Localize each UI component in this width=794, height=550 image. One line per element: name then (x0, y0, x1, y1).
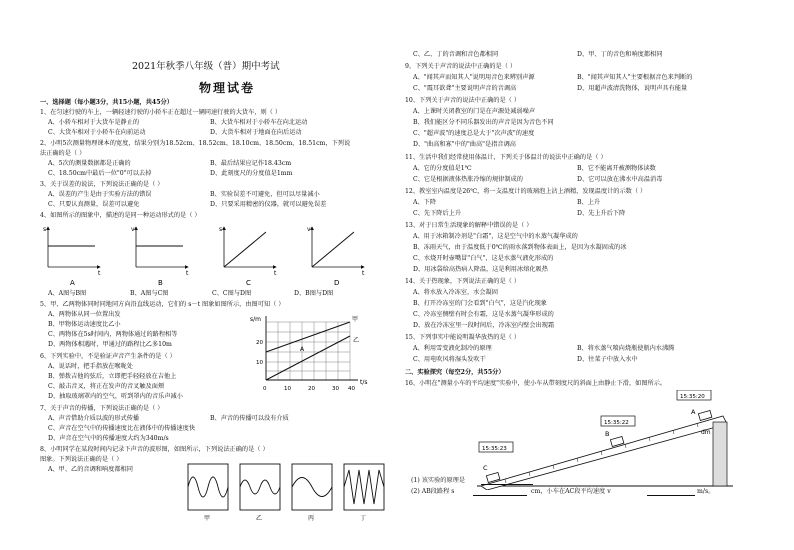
option-14a: A、将水放入冷冻室，水会凝固 (413, 289, 498, 296)
option-13b: B、冻雨天气，由于温度低于0℃的雨水落到物体表面上，是因为水凝固成的冰 (413, 244, 627, 251)
option-8c: C、乙、丁的音调和音色都相同 (413, 51, 499, 58)
st-ylabel: s/m (250, 316, 261, 323)
question-16: 16、小明在"测量小车的平均速度"实验中，使小车从带刻度尺的斜面上由静止下滑，如图所示。 (405, 380, 667, 387)
option-7b: B、声音的传播可以没有介质 (210, 415, 289, 422)
option-9d: D、用超声波清洗物体，说明声具有能量 (577, 85, 688, 92)
option-15b: B、将水蒸气喷向烧瓶使瓶内水沸腾 (577, 345, 675, 352)
svg-text:0: 0 (263, 386, 267, 392)
question-9: 9、下列关于声音的说法中正确的是（ ） (405, 63, 517, 70)
st-label-jia: 甲 (352, 316, 359, 323)
svg-text:v: v (131, 226, 135, 233)
svg-text:s: s (43, 226, 47, 233)
question-8: 8、小明同学在某段时间内记录下声音的波形图，如图所示，下列说法正确的是（ ） (40, 446, 269, 453)
option-1a: A、小轿车相对于大货车是静止的 (48, 119, 140, 126)
exam-title: 2021年秋季八年级（普）期中考试 (132, 61, 280, 72)
question-4: 4、如图所示的图象中，描述的是同一种运动形式的是（ ） (40, 212, 201, 219)
option-6d: D、抽取玻璃罩内的空气，听到罩内的音乐声减小 (48, 393, 183, 400)
option-13c: C、水烧开时壶嘴冒"白气"，这是水蒸气液化形成的 (413, 255, 554, 262)
option-4a: A、A图与B图 (48, 290, 87, 297)
option-12d: D、先上升后下降 (577, 210, 626, 217)
question-2: 2、小明5次测量物理课本的宽度，结果分别为18.52cm、18.52cm、18.10cm、18.50cm、18.51cm，下列说 (40, 140, 351, 147)
graph-a (43, 226, 101, 287)
option-3a: A、误差的产生是由于实验方法的错误 (48, 191, 152, 198)
option-13a: A、用于冰箱制冷剂是"白霜"，这是空气中的水蒸气凝华成的 (413, 233, 578, 240)
motion-graphs (40, 222, 380, 294)
st-xlabel: t/s (360, 379, 368, 386)
option-15c: C、用电吹风将湿头发吹干 (413, 356, 486, 363)
svg-text:t: t (362, 270, 365, 277)
option-6b: B、弹拨吉他的弦后，立即把手轻轻放在吉他上 (48, 373, 177, 380)
question-3: 3、关于误差的说法，下列说法正确的是（ ） (40, 181, 164, 188)
option-8a: A、甲、乙的音调和响度都相同 (48, 466, 133, 473)
svg-text:甲: 甲 (204, 515, 211, 522)
q16-part2-blank-2[interactable] (647, 495, 695, 496)
section-heading-choice: 一、选择题（每小题3分，共15小题，共45分） (40, 99, 173, 106)
q16-part2: (2) AB段路程 s (411, 488, 455, 495)
svg-text:乙: 乙 (256, 515, 263, 522)
incline-figure (477, 390, 737, 490)
question-11: 11、生活中我们经常使用体温计，下列关于体温计的说法中正确的是（ ） (405, 154, 607, 161)
svg-text:20: 20 (308, 386, 315, 392)
question-14: 14、关于热现象，下列说法正确的是（ ） (405, 278, 521, 285)
option-3b: B、实验误差不可避免，但可以尽量减小 (210, 191, 320, 198)
option-3d: D、只要采用精密的仪器，就可以避免误差 (210, 201, 327, 208)
q16-part1: (1) 该实验的原理是 (411, 477, 466, 484)
svg-text:30: 30 (332, 386, 339, 392)
option-1d: D、大货车相对于地面在向后运动 (210, 129, 302, 136)
q16-part2-blank[interactable] (473, 495, 527, 496)
graph-c (219, 226, 277, 287)
svg-text:15:35:20: 15:35:20 (680, 394, 705, 400)
car-at-a (698, 410, 711, 420)
question-13: 13、对于日常生活现象的解释中错误的是（ ） (405, 222, 533, 229)
option-11d: D、它可以放在沸水中高温消毒 (577, 176, 663, 183)
svg-text:v: v (307, 226, 311, 233)
svg-text:15:35:23: 15:35:23 (482, 446, 507, 452)
q16-part1-blank[interactable] (481, 484, 533, 485)
option-2c: C、18.50cm中最后一位"0"可以去掉 (48, 170, 152, 177)
option-8d: D、甲、丁的音色和响度都相同 (577, 51, 663, 58)
question-6: 6、下列实验中，不是验证声音产生条件的是（ ） (40, 353, 176, 360)
graph-d (307, 226, 365, 287)
option-10b: B、我们能区分不同乐器发出的声音是因为音色不同 (413, 119, 554, 126)
svg-text:s: s (219, 226, 223, 233)
option-7c: C、声音在空气中的传播速度比在液体中的传播速度快 (48, 425, 196, 432)
exam-subtitle: 物理试卷 (199, 81, 256, 95)
section-heading-experiment: 二、实验探究（每空2分，共55分） (405, 369, 505, 376)
svg-text:10: 10 (256, 360, 263, 366)
option-4d: D、B图与D图 (294, 290, 334, 297)
svg-text:B: B (158, 279, 163, 287)
option-10c: C、"超声波"的速度总是大于"次声波"的速度 (413, 130, 535, 137)
svg-text:t: t (274, 270, 277, 277)
svg-text:A: A (691, 408, 696, 416)
svg-text:15:35:22: 15:35:22 (604, 420, 629, 426)
svg-text:40: 40 (348, 386, 355, 392)
option-5c: C、两物体在5s时间内，两物体通过的路程相等 (48, 331, 178, 338)
q16-part2-end: m/s。 (697, 488, 715, 495)
right-column (397, 0, 794, 550)
option-10a: A、上课时关闭教室的门是在声源处减弱噪声 (413, 108, 536, 115)
st-graph (248, 312, 378, 398)
wave-yi (240, 480, 280, 494)
option-3c: C、只要认真测量，误差可以避免 (48, 201, 140, 208)
question-8-cont: 图象。下列说法正确的是（ ） (40, 456, 123, 463)
option-9b: B、"闻其声知其人"主要根据音色来判断的 (577, 74, 693, 81)
question-15: 15、下列事实中能说明凝华放热的是（ ） (405, 334, 521, 341)
option-5b: B、甲物体运动速度比乙小 (48, 321, 121, 328)
option-1c: C、大货车相对于小轿车在向前运动 (48, 129, 146, 136)
option-4b: B、A图与C图 (130, 290, 169, 297)
option-12a: A、下降 (413, 199, 437, 206)
svg-text:dm: dm (701, 429, 711, 436)
graph-b (131, 226, 189, 287)
svg-text:t: t (186, 270, 189, 277)
svg-text:丁: 丁 (360, 515, 367, 522)
option-5a: A、两物体从同一位置出发 (48, 311, 121, 318)
question-5: 5、甲、乙两物体同时同地同方向沿直线运动，它们的 s－t 图象如图所示，由图可知（ ） (40, 301, 285, 308)
svg-text:A: A (70, 279, 75, 287)
option-4c: C、C图与D图 (212, 290, 252, 297)
question-7: 7、关于声音的传播，下列说法正确的是（ ） (40, 405, 164, 412)
option-6c: C、敲击音叉，将正在发声的音叉触及面颊 (48, 383, 165, 390)
svg-text:10: 10 (284, 386, 291, 392)
st-point-a: A (300, 346, 305, 353)
wave-bing (292, 478, 332, 497)
option-2d: D、此刻度尺的分度值是1mm (210, 170, 293, 177)
option-15d: D、往菜子中放入水中 (577, 356, 638, 363)
option-12c: C、先下降后上升 (413, 210, 462, 217)
option-11c: C、它是根据液体热胀冷缩的规律制成的 (413, 176, 523, 183)
option-9a: A、"闻其声而知其人"说明用音色来辨别声源 (413, 74, 535, 81)
option-10d: D、"曲高和寡"中的"曲高"是指音调高 (413, 141, 516, 148)
question-12: 12、教室室内温度是26℃，将一支温度计的玻璃泡上沾上酒精，发现温度计的示数（ ） (405, 188, 647, 195)
option-11b: B、它不能离开被测物体读数 (577, 165, 656, 172)
option-2b: B、最后结果应记作18.43cm (210, 160, 292, 167)
q16-part2-mid: cm，小车在AC段平均速度 v (531, 488, 611, 495)
waveform-figure (186, 462, 396, 524)
option-11a: A、它的分度值是1℃ (413, 165, 472, 172)
svg-text:C: C (483, 464, 488, 472)
wave-jia (188, 477, 228, 497)
st-label-yi: 乙 (353, 337, 360, 344)
question-1: 1、在匀速行驶的车上，一辆轻速行驶的小轿车正在超过一辆同速行驶的大货车，则（ ） (40, 109, 282, 116)
option-5d: D、两物体相遇时，甲通过的路程比乙多10m (48, 341, 172, 348)
option-1b: B、大货车相对于小轿车在向北运动 (210, 119, 308, 126)
option-12b: B、上升 (577, 199, 601, 206)
option-9c: C、"震耳欲聋"主要说明声音的音调高 (413, 85, 517, 92)
option-2a: A、5次的测量数据都是正确的 (48, 160, 131, 167)
svg-text:B: B (605, 430, 610, 438)
question-10: 10、下列关于声音的说法中正确的是（ ） (405, 97, 521, 104)
question-2-cont: 法正确的是（ ） (40, 150, 86, 157)
svg-text:C: C (246, 279, 251, 287)
svg-text:20: 20 (256, 340, 263, 346)
wave-ding (344, 470, 384, 504)
option-7a: A、声音借助介质以波的形式传播 (48, 415, 140, 422)
option-14d: D、放在冷冻室里一段时间后，冷冻室内壁会出现霜 (413, 322, 555, 329)
option-15a: A、利用雪变液化制冷的原理 (413, 345, 492, 352)
option-14c: C、冷冻室侧壁有时会有霜，这是水蒸气凝华形成的 (413, 311, 554, 318)
option-14b: B、打开冷冻室的门会看到"白气"，这是汽化现象 (413, 300, 547, 307)
option-13d: D、用冰袋给高热病人降温，这是利用冰熔化吸热 (413, 266, 548, 273)
svg-text:D: D (334, 279, 340, 287)
option-6a: A、说话时，把手指放在喉咙处 (48, 363, 133, 370)
option-7d: D、声音在空气中的传播速度大约为340m/s (48, 435, 169, 442)
svg-text:丙: 丙 (308, 515, 315, 522)
svg-text:t: t (98, 270, 101, 277)
